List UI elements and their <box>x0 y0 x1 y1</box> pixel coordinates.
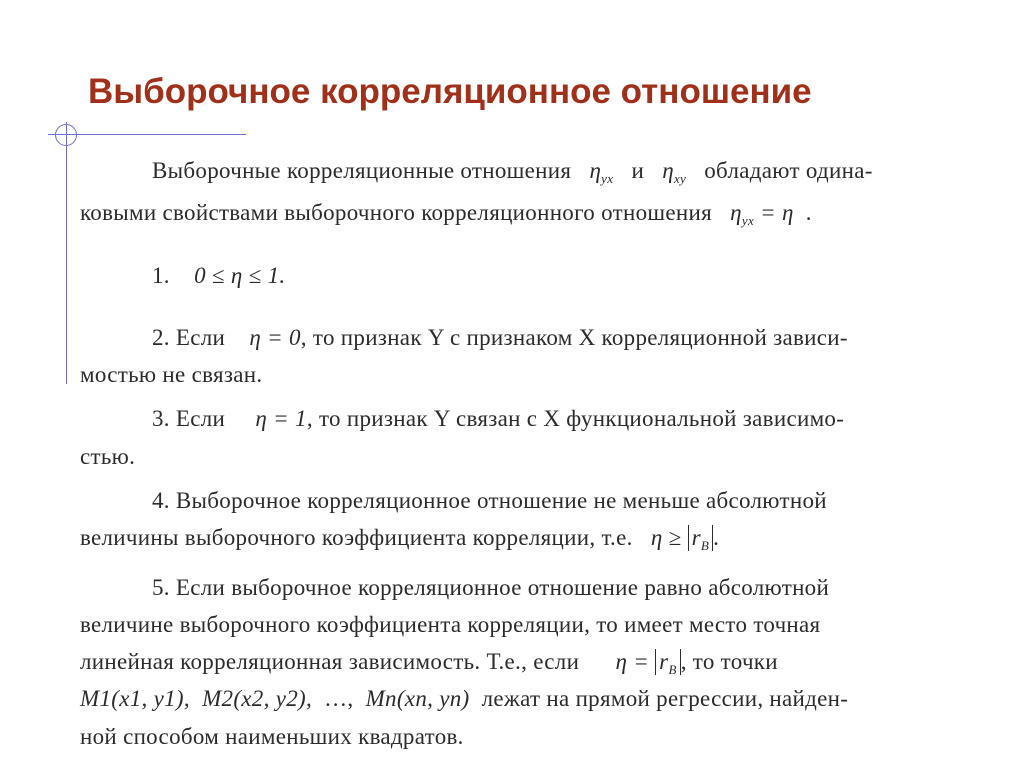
property-5-line-1: 5. Если выборочное корреляционное отношение равно абсолютной <box>152 575 830 600</box>
eta-subscript-yx: yx <box>601 171 614 186</box>
property-4-dot: . <box>713 525 720 550</box>
property-4-formula: η ≥ <box>650 525 682 550</box>
property-3-continuation: стью. <box>80 444 136 469</box>
property-3-number: 3. Если <box>152 406 226 431</box>
point-m2: M2(x2, y2), <box>202 686 313 711</box>
r-symbol: r <box>691 525 701 550</box>
property-5-text: линейная корреляционная зависимость. Т.е., если <box>80 649 580 674</box>
intro-line-1 <box>152 158 1004 184</box>
eta-subscript-xy: xy <box>673 171 687 186</box>
intro-text-3: ковыми свойствами выборочного корреляционного отношения <box>80 200 712 225</box>
abs-value <box>688 525 714 551</box>
point-mn: Mn(xn, yn) <box>365 686 470 711</box>
page-title: Выборочное корреляционное отношение <box>88 72 812 111</box>
property-4-line-2 <box>80 525 719 551</box>
r-subscript: B <box>700 538 710 553</box>
equals-eta: = η <box>760 200 794 225</box>
property-4-text: величины выборочного коэффициента корреляции, т.е. <box>80 525 633 550</box>
decor-circle <box>55 124 77 146</box>
property-5-line-2: величине выборочного коэффициента корреляции, то имеет место точная <box>80 612 821 637</box>
r-symbol: r <box>659 649 669 674</box>
property-2-continuation: мостью не связан. <box>80 362 263 387</box>
property-5-line-3 <box>80 649 778 675</box>
property-4-line-1: 4. Выборочное корреляционное отношение не меньше абсолютной <box>152 488 827 513</box>
property-2-number: 2. Если <box>152 325 226 350</box>
eta-symbol: η <box>662 158 674 183</box>
eta-symbol: η <box>730 200 742 225</box>
property-5-text-2: , то точки <box>680 649 778 674</box>
decor-vertical-line <box>66 122 67 384</box>
and-word: и <box>631 158 645 183</box>
property-3-text: , то признак Y связан с X функциональной зависимо- <box>306 406 845 431</box>
property-3 <box>152 406 844 432</box>
property-1-number: 1. <box>152 263 170 288</box>
property-1 <box>152 263 285 289</box>
intro-text-2: обладают одина- <box>704 158 873 183</box>
abs-value <box>655 649 681 675</box>
property-5-formula: η = <box>615 649 650 674</box>
r-subscript: B <box>668 662 677 677</box>
intro-dot: . <box>805 200 812 225</box>
property-5-line-5: ной способом наименьших квадратов. <box>80 724 464 749</box>
property-2 <box>152 325 848 351</box>
property-5-text-3: лежат на прямой регрессии, найден- <box>481 686 849 711</box>
property-2-text: , то признак Y с признаком X корреляционной зависи- <box>300 325 848 350</box>
eta-subscript-yx: yx <box>741 213 755 228</box>
property-1-formula: 0 ≤ η ≤ 1. <box>194 263 286 288</box>
property-5-line-4 <box>80 686 848 712</box>
point-m1: M1(x1, y1), <box>80 686 190 711</box>
property-3-formula: η = 1 <box>255 406 307 431</box>
eta-symbol: η <box>589 158 602 183</box>
ellipsis: …, <box>324 686 354 711</box>
intro-text-1: Выборочные корреляционные отношения <box>152 158 572 183</box>
decor-horizontal-line <box>48 134 246 135</box>
property-2-formula: η = 0 <box>249 325 301 350</box>
intro-line-2 <box>80 200 812 226</box>
